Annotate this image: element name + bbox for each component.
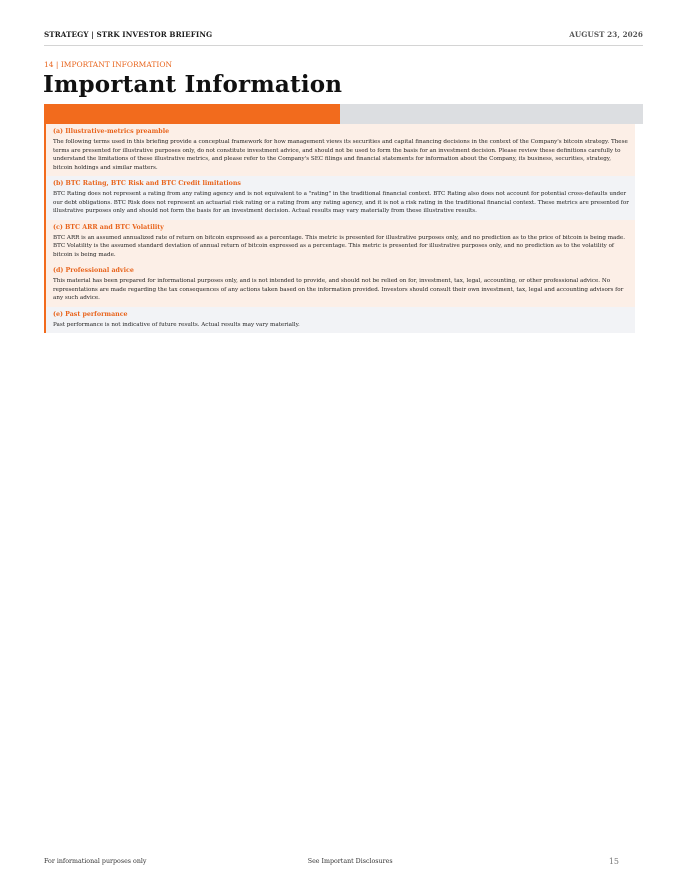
disclosure-title: (b) BTC Rating, BTC Risk and BTC Credit limitations	[53, 180, 241, 187]
disclosure-body: The following terms used in this briefing provide a conceptual framework for how management views its securities and capital financing decisions in the context of the Company's bitcoin strategy. These terms are presented for illustrative purposes only, do not constitute investment advice, and should not be used to form the basis for an investment decision. Please review these definitions carefully to understand the limitations of these illustrative metrics, and please refer to the Company's SEC filings and financial statements for information about the Company, its business, securities, strategy, bitcoin holdings and similar matters.	[53, 139, 628, 171]
header-title: STRATEGY | STRK INVESTOR BRIEFING	[44, 30, 213, 39]
disclosure-title: (e) Past performance	[53, 310, 128, 318]
footer-left-text: For informational purposes only	[44, 858, 147, 865]
disclosure-block	[44, 263, 635, 307]
disclosure-title: (a) Illustrative-metrics preamble	[53, 128, 170, 135]
disclosure-block	[44, 220, 635, 264]
disclosure-body: BTC ARR is an assumed annualized rate of return on bitcoin expressed as a percentage. This metric is presented for illustrative purposes only, and no prediction as to the price of bitcoin is being made. BTC Volatility is the assumed standard deviation of annual return of bitcoin expressed as a percentage. This metric is presented for illustrative purposes only, and no prediction as to the volatility of bitcoin is being made.	[53, 234, 626, 258]
page-header	[44, 30, 643, 39]
disclosure-block	[44, 176, 635, 220]
accent-bar-orange	[44, 104, 340, 124]
disclosures-link[interactable]: See Important Disclosures	[307, 858, 393, 865]
disclosure-body: This material has been prepared for informational purposes only, and is not intended to provide, and should not be relied on for, investment, tax, legal, accounting, or other professional advice. No representations are made regarding the tax consequences of any actions taken based on the information provided. Investors should consult their own investment, tax, legal and accounting advisors for any such advice.	[53, 278, 624, 301]
section-label: 14 | IMPORTANT INFORMATION	[44, 60, 173, 69]
page-title: Important Information	[43, 71, 343, 98]
disclosure-title: (c) BTC ARR and BTC Volatility	[53, 223, 164, 231]
page-number: 15	[608, 857, 619, 866]
title-accent-bar	[44, 104, 643, 124]
disclosure-body: BTC Rating does not represent a rating from any rating agency and is not equivalent to a "rating" in the traditional financial context. BTC Rating also does not account for potential cross-defaults under our debt obligations. BTC Risk does not represent an actuarial risk rating or a rating from any rating agency, and it is not a risk rating in the traditional financial context. These metrics are presented for illustrative purposes only and should not form the basis for an investment decision. Actual results may vary materially from these illustrative results.	[53, 191, 629, 214]
page-footer	[44, 857, 619, 866]
disclosure-block	[44, 124, 635, 176]
accent-bar-grey	[340, 104, 643, 124]
header-divider	[44, 45, 643, 46]
disclosure-block	[44, 307, 635, 334]
disclosure-title: (d) Professional advice	[53, 267, 134, 274]
disclosure-blocks	[44, 124, 635, 333]
disclosure-body: Past performance is not indicative of future results. Actual results may vary materially.	[53, 321, 300, 328]
header-date: AUGUST 23, 2026	[569, 30, 643, 39]
